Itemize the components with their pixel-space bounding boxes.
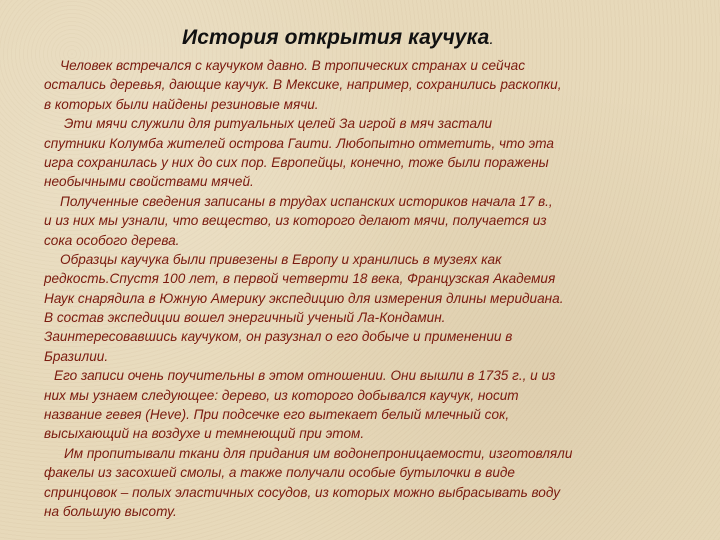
text-line: них мы узнаем следующее: дерево, из которого добывался каучук, носит	[44, 387, 519, 403]
text-line: Бразилии.	[44, 348, 109, 364]
text-line: спринцовок – полых эластичных сосудов, из которых можно выбрасывать воду	[44, 484, 561, 500]
text-line: Человек встречался с каучуком давно. В тропических странах и сейчас	[60, 58, 525, 73]
text-line: сока особого дерева.	[44, 232, 180, 248]
page-title	[182, 26, 494, 50]
text-line: высыхающий на воздухе и темнеющий при этом.	[44, 426, 365, 442]
title-text: История открытия каучука	[182, 26, 490, 49]
text-line: Заинтересовавшись каучуком, он разузнал о его добыче и применении в	[44, 329, 513, 345]
text-line: Наук снарядила в Южную Америку экспедицию для измерения длины меридиана.	[44, 290, 564, 306]
title-period: .	[489, 31, 494, 48]
text-line: факелы из засохшей смолы, а также получали особые бутылочки в виде	[44, 465, 515, 481]
text-line: на большую высоту.	[44, 503, 177, 519]
text-line: Эти мячи служили для ритуальных целей За игрой в мяч застали	[64, 116, 493, 132]
text-line: и из них мы узнали, что вещество, из которого делают мячи, получается из	[44, 213, 547, 229]
text-line: необычными свойствами мячей.	[44, 174, 254, 190]
text-line: игра сохранилась у них до сих пор. Европейцы, конечно, тоже были поражены	[44, 154, 549, 170]
text-line: спутники Колумба жителей острова Гаити. Любопытно отметить, что эта	[44, 135, 554, 151]
text-line: редкость.Спустя 100 лет, в первой четверти 18 века, Французская Академия	[44, 271, 556, 287]
text-line: В состав экспедиции вошел энергичный ученый Ла-Кондамин.	[44, 310, 446, 326]
text-line: Образцы каучука были привезены в Европу и хранились в музеях как	[60, 251, 502, 267]
text-line: в которых были найдены резиновые мячи.	[44, 96, 319, 112]
text-line: название гевея (Heve). При подсечке его вытекает белый млечный сок,	[44, 407, 510, 423]
text-line: Им пропитывали ткани для придания им водонепроницаемости, изготовляли	[64, 445, 573, 461]
text-line: Его записи очень поучительны в этом отношении. Они вышли в 1735 г., и из	[54, 368, 556, 384]
text-line: Полученные сведения записаны в трудах испанских историков начала 17 в.,	[60, 193, 553, 209]
text-line: остались деревья, дающие каучук. В Мексике, например, сохранились раскопки,	[44, 77, 562, 93]
body-text	[44, 56, 678, 521]
